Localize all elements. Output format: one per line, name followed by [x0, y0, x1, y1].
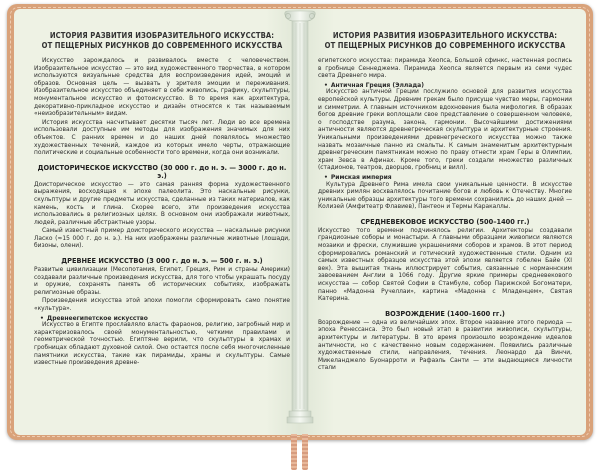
section-medieval-text: Искусство того времени подчинялось религии. Архитекторы создавали грандиозные соборы и монастыри. А главными образцами живописи являются мозаики и фрески, служившие украшениями соборов и храмов. В этот период сформировались романский и готический художественные стили. Одним из самых известных образцов искусства этой эпохи является гобелен Байе (XI век). Эта вышитая ткань иллюстрирует события, связанные с норманнским завоеванием Англии в 1066 году. Другие яркие примеры средневекового искусства — собор Святой Софии в Стамбуле, собор Парижской Богоматери, панно «Мадонна Ручеллаи», картина «Мадонна с Младенцем», Святая Катерина. [318, 227, 572, 303]
intro-paragraph-2: История искусства насчитывает десятки тысяч лет. Люди во все времена использовали доступные им методы для изображения значимых для них объектов. С ранних времен и до наших дней появлялось множество художественных течений, каждое из которых имело черты, отражающие политические и социальные особенности того времени, когда они возникали. [34, 119, 290, 157]
section-prehistoric-title: ДОИСТОРИЧЕСКОЕ ИСКУССТВО (30 000 г. до н. э. — 3000 г. до н. э.) [37, 163, 287, 180]
left-page [14, 9, 300, 435]
subsection-rome-title: • Римская империя [324, 174, 572, 182]
bookmark-ribbon-right [302, 434, 308, 470]
subsection-greece-title: • Античная Греция (Эллада) [324, 82, 572, 90]
subsection-egypt-text: Искусство в Египте прославляло власть фараонов, религию, загробный мир и характеризовалось своей монументальностью, четкими правилами и геометрической точностью. Египтяне верили, что скульптуры в храмах и гробницах обладают духовной силой. Оно остается после себя многочисленные памятники искусства, такие как пирамиды, храмы и скульптуры. Самые известные произведения древне- [34, 322, 290, 367]
column-illustration [282, 9, 318, 435]
section-ancient-text-2: Произведения искусства этой эпохи помогли сформировать само понятие «культура». [34, 298, 290, 313]
section-ancient-text-1: Развитые цивилизации (Месопотамия, Египет, Греция, Рим и страны Америки) создавали различные произведения искусства, для того чтобы украшать посуду и оружие, сохранять память об исторических событиях, изображать религиозные образы. [34, 267, 290, 296]
left-page-body [34, 58, 290, 368]
right-page-body [318, 58, 572, 373]
section-prehistoric-text-1: Доисторическое искусство — это самая ранняя форма художественного выражения, восходящая к эпохе палеолита. Это наскальные рисунки, скульптуры и другие предметы искусства, сделанные из таких материалов, как камень, кость и глина. Скорее всего, эти произведения искусства использовались в религиозных целях. В основном они изображали животных, людей, различные абстрактные узоры. [34, 181, 290, 226]
section-medieval-title: СРЕДНЕВЕКОВОЕ ИСКУССТВО (500–1400 гг.) [360, 217, 530, 226]
left-page-header: ИСТОРИЯ РАЗВИТИЯ ИЗОБРАЗИТЕЛЬНОГО ИСКУССТВА: ОТ ПЕЩЕРНЫХ РИСУНКОВ ДО СОВРЕМЕННОГО ИСКУССТВА [41, 31, 283, 50]
subsection-egypt-title: • Древнеегипетское искусство [40, 315, 290, 323]
intro-paragraph-1: Искусство зарождалось и развивалось вместе с человечеством. Изобразительное искусство — это вид художественного творчества, в котором используются визуальные средства для воспроизведения идей, эмоций и образов. Основная цель — вызвать у зрителя эмоции и переживания. Изобразительное искусство объединяет в себе живопись, графику, скульптуры, монументальное искусство и фотоискусство. В то время как архитектура, декоративно-прикладное искусство и дизайн относятся к так называемым «неизобразительным» видам. [34, 58, 290, 118]
continued-text: египетского искусства: пирамида Хеопса, Большой сфинкс, настенная роспись в гробнице Сеннеджема. Пирамида Хеопса является первым из семи чудес света Древнего мира. [318, 58, 572, 80]
right-page-header: ИСТОРИЯ РАЗВИТИЯ ИЗОБРАЗИТЕЛЬНОГО ИСКУССТВА: ОТ ПЕЩЕРНЫХ РИСУНКОВ ДО СОВРЕМЕННОГО ИСКУССТВА [324, 31, 566, 50]
section-ancient-title: ДРЕВНЕЕ ИСКУССТВО (3 000 г. до н. э. — 500 г. н. э.) [61, 257, 263, 266]
subsection-rome-text: Культура Древнего Рима имела свои уникальные ценности. В искусстве древних римлян восхвалялось почитание богов и любовь к Отечеству. Многие уникальные образцы архитектуры того времени сохранились до наших дней — Колизей (Амфитеатр Флавиев), Пантеон и Термы Каракаллы. [318, 181, 572, 211]
bookmark-ribbon-left [291, 434, 297, 470]
subsection-greece-text: Искусство античной Греции послужило основой для развития искусства европейской культуры. Древним грекам было присуще чувство меры, гармонии и симметрии. А главным источником вдохновения была мифология. В образах богов древние греки воплощали свое представление о совершенном человеке, о господстве разума, закона, гармонии. Высочайшими достижениями античности являются древнегреческая скульптура и архитектурные строения. Уникальными произведениями древнегреческого искусства можно также назвать мозаичные панно из смальты. К самым знаменитым архитектурным древнегреческим памятникам можно по праву отнести храм Геры в Олимпии, храм Зевса в Афинах. Кроме того, греки создали множество различных (стадионов, театров, дворцов, гробниц и вилл). [318, 89, 572, 172]
right-page [300, 9, 586, 435]
section-renaissance-title: ВОЗРОЖДЕНИЕ (1400–1600 гг.) [385, 309, 505, 318]
section-renaissance-text: Возрождение — одна из величайших эпох. Второе название этого периода — эпоха Ренессанса. Это был новый этап в развитии живописи, скульптуры, архитектуры и литературы. В это время произошло возрождение идеалов античности, но с качественно новым содержанием. Появились различные художественные стили, направления, течения. Леонардо да Винчи, Микеланджело Буонарроти и Рафаэль Санти — эти выдающиеся личности стали [318, 319, 572, 372]
section-prehistoric-text-2: Самый известный пример доисторического искусства — наскальные рисунки Ласко (≈15 000 г. до н. э.). На них изображены различные животные (лошади, бизоны, олени). [34, 228, 290, 250]
